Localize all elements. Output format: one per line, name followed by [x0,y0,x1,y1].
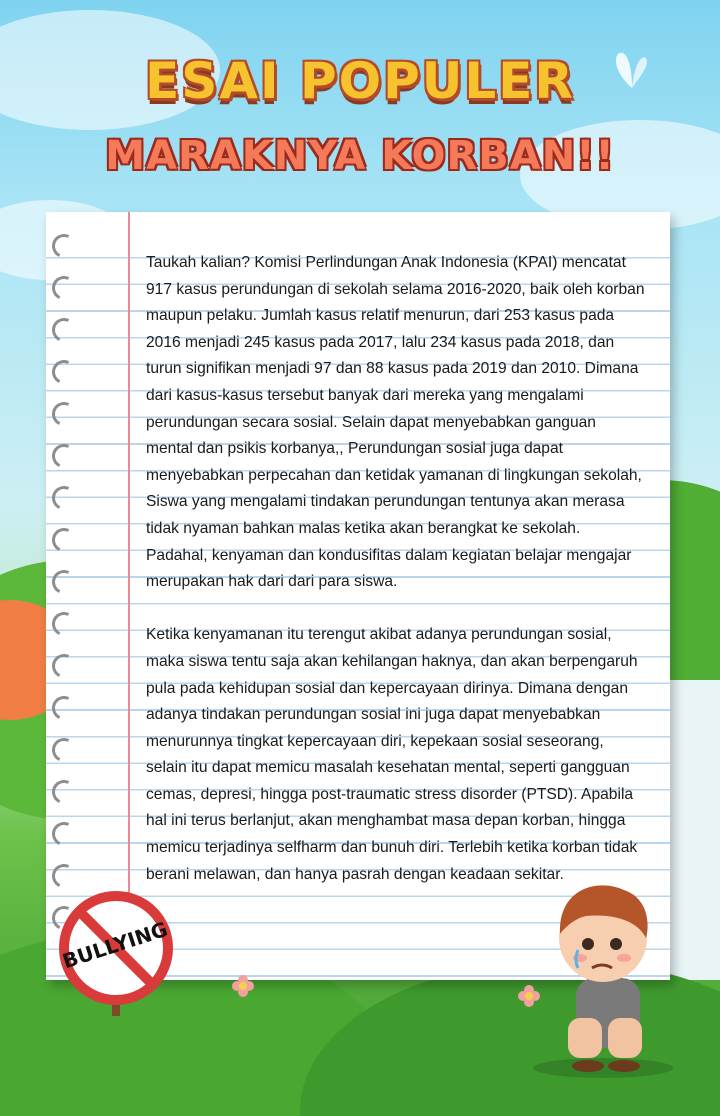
binder-ring-icon [49,819,80,850]
essay-paragraph: Ketika kenyamanan itu terengut akibat adanya perundungan sosial, maka siswa tentu saja akan kehilangan haknya, dan akan berpengaruh pula pada kehidupan sosial dan kepercayaan dirinya. Dimana dengan adanya tindakan perundungan sosial ini juga dapat menyebabkan menurunnya tingkat kepercayaan diri, kepekaan sosial seseorang, selain itu dapat memicu masalah kesehatan mental, seperti gangguan cemas, depresi, hingga post-traumatic stress disorder (PTSD). Apabila hal ini terus berlanjut, akan menghambat masa depan korban, hingga memicu terjadinya selfharm dan bunuh diri. Terlebih ketika korban tidak berani melawan, dan hanya pasrah dengan keadaan sekitar. [146,626,638,883]
binder-ring-icon [49,315,80,346]
flower-icon [518,985,540,1007]
binder-ring-icon [49,483,80,514]
no-bullying-sign [52,888,180,1016]
essay-body [146,250,646,915]
binder-ring-icon [49,693,80,724]
margin-line [128,212,130,980]
essay-paragraph: Taukah kalian? Komisi Perlindungan Anak Indonesia (KPAI) mencatat 917 kasus perundungan di sekolah selama 2016-2020, baik oleh korban maupun pelaku. Jumlah kasus relatif menurun, dari 253 kasus pada 2016 menjadi 245 kasus pada 2017, lalu 234 kasus pada 2018, dan turun signifikan menjadi 97 dan 88 kasus pada 2019 dan 2010. Dimana dari kasus-kasus tersebut banyak dari mereka yang mengalami perundungan secara sosial. Selain dapat menyebabkan ganguan mental dan psikis korbanya,, Perundungan sosial juga dapat menyebabkan perpecahan dan ketidak yamanan di lingkungan sekolah, Siswa yang mengalami tindakan perundungan tentunya akan merasa tidak nyaman bahkan malas ketika akan berangkat ke sekolah. Padahal, kenyaman dan kondusifitas dalam kegiatan belajar mengajar merupakan hak dari dari para siswa. [146,254,645,591]
binder-ring-icon [49,399,80,430]
sad-boy-illustration [528,868,678,1078]
binder-ring-icon [49,441,80,472]
binder-ring-icon [49,231,80,262]
binder-ring-icon [49,651,80,682]
notebook-paper [46,212,670,980]
page-title: ESAI POPULER [145,52,575,110]
binder-ring-icon [49,273,80,304]
binder-ring-icon [49,525,80,556]
binder-ring-icon [49,357,80,388]
page-subtitle: MARAKNYA KORBAN!! [105,133,615,179]
binder-ring-icon [49,777,80,808]
binder-ring-icon [49,609,80,640]
sign-label: BULLYING [59,916,171,974]
flower-icon [232,975,254,997]
binder-ring-icon [49,567,80,598]
binder-ring-icon [49,735,80,766]
binder-ring-icon [49,861,80,892]
